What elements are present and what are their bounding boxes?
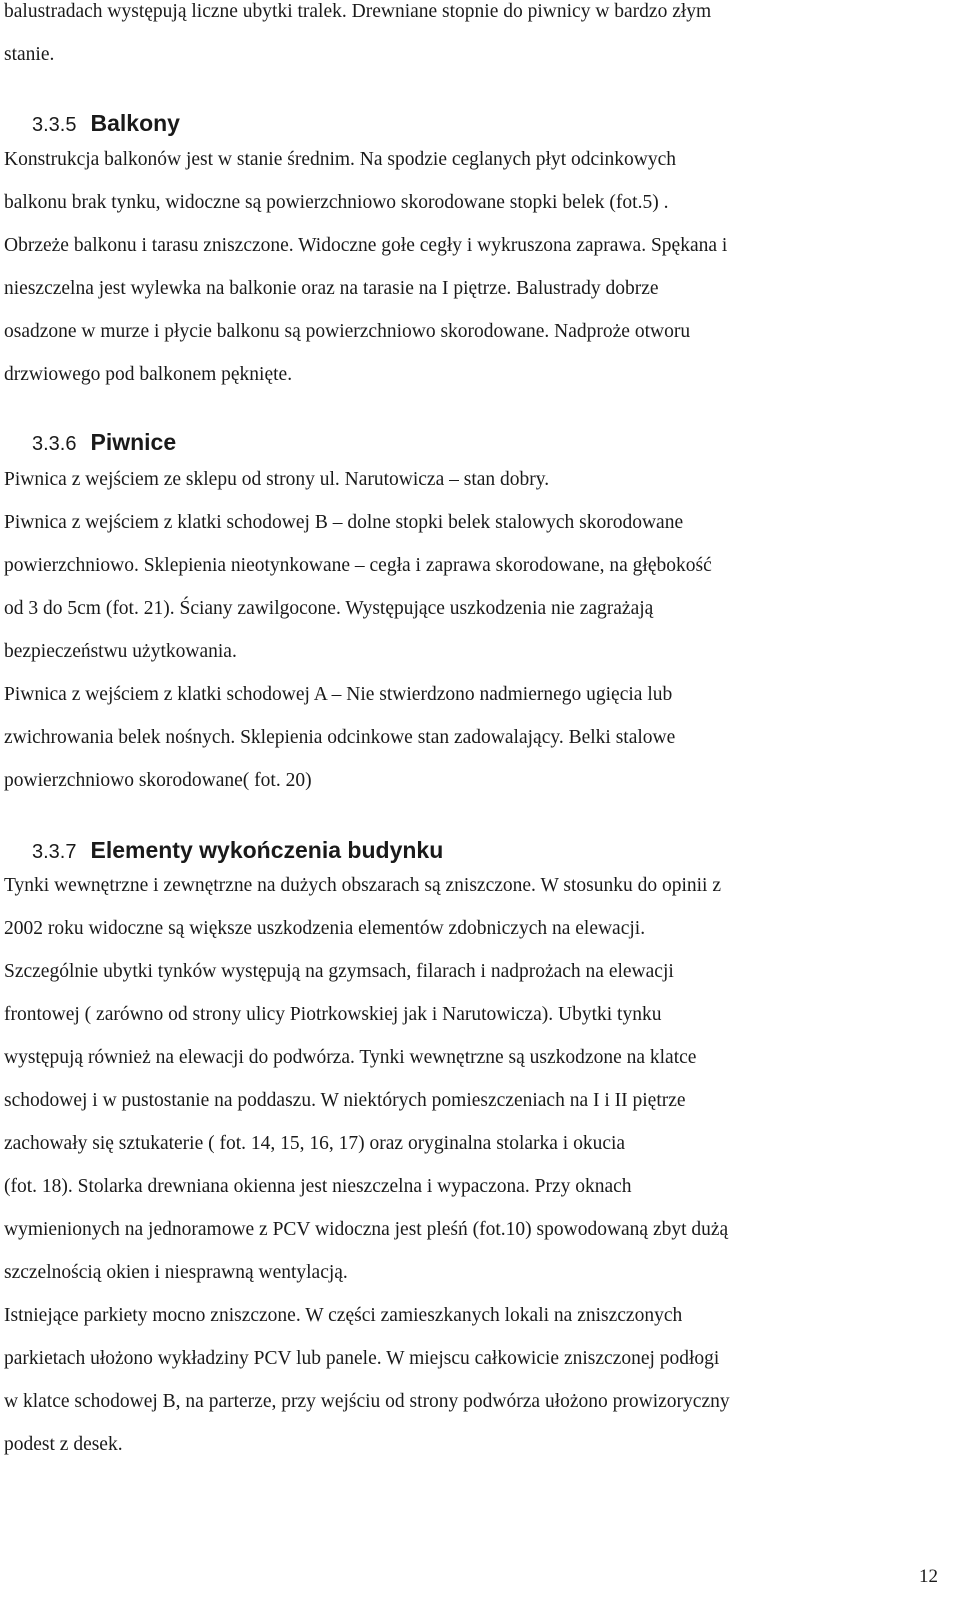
section-number: 3.3.5 — [32, 114, 77, 136]
text-line: Tynki wewnętrzne i zewnętrzne na dużych obszarach są zniszczone. W stosunku do opinii z — [4, 875, 721, 896]
text-line: osadzone w murze i płycie balkonu są powierzchniowo skorodowane. Nadproże otworu — [4, 321, 691, 342]
text-line: stanie. — [4, 44, 55, 65]
text-line: w klatce schodowej B, na parterze, przy wejściu od strony podwórza ułożono prowizoryczny — [4, 1391, 730, 1412]
section-title: Piwnice — [90, 429, 177, 455]
text-line: zwichrowania belek nośnych. Sklepienia odcinkowe stan zadowalający. Belki stalowe — [4, 727, 676, 748]
section-number: 3.3.7 — [32, 841, 77, 863]
text-line: bezpieczeństwu użytkowania. — [4, 641, 237, 662]
text-line: powierzchniowo. Sklepienia nieotynkowane – cegła i zaprawa skorodowane, na głębokość — [4, 555, 712, 576]
section-title: Elementy wykończenia budynku — [90, 837, 444, 863]
text-line: frontowej ( zarówno od strony ulicy Piotrkowskiej jak i Narutowicza). Ubytki tynku — [4, 1004, 662, 1025]
section-heading-elementy-wykonczenia — [32, 836, 443, 867]
text-line: wymienionych na jednoramowe z PCV widoczna jest pleśń (fot.10) spowodowaną zbyt dużą — [4, 1219, 729, 1240]
text-line: Piwnica z wejściem ze sklepu od strony ul. Narutowicza – stan dobry. — [4, 469, 550, 490]
text-line: Obrzeże balkonu i tarasu zniszczone. Widoczne gołe cegły i wykruszona zaprawa. Spękana i — [4, 235, 728, 256]
text-line: drzwiowego pod balkonem pęknięte. — [4, 364, 293, 385]
text-line: Piwnica z wejściem z klatki schodowej B – dolne stopki belek stalowych skorodowane — [4, 512, 684, 533]
text-line: powierzchniowo skorodowane( fot. 20) — [4, 770, 312, 791]
text-line: Piwnica z wejściem z klatki schodowej A – Nie stwierdzono nadmiernego ugięcia lub — [4, 684, 673, 705]
section-heading-balkony — [32, 109, 180, 140]
text-line: od 3 do 5cm (fot. 21). Ściany zawilgocone. Występujące uszkodzenia nie zagrażają — [4, 598, 654, 619]
section-number: 3.3.6 — [32, 433, 77, 455]
section-heading-piwnice — [32, 428, 176, 459]
text-line: Konstrukcja balkonów jest w stanie średnim. Na spodzie ceglanych płyt odcinkowych — [4, 149, 677, 170]
text-line: Istniejące parkiety mocno zniszczone. W części zamieszkanych lokali na zniszczonych — [4, 1305, 683, 1326]
page-number: 12 — [919, 1566, 938, 1587]
text-line: zachowały się sztukaterie ( fot. 14, 15, 16, 17) oraz oryginalna stolarka i okucia — [4, 1133, 626, 1154]
text-line: schodowej i w pustostanie na poddaszu. W niektórych pomieszczeniach na I i II piętrze — [4, 1090, 686, 1111]
text-line: nieszczelna jest wylewka na balkonie oraz na tarasie na I piętrze. Balustrady dobrze — [4, 278, 659, 299]
text-line: 2002 roku widoczne są większe uszkodzenia elementów zdobniczych na elewacji. — [4, 918, 646, 939]
text-line: podest z desek. — [4, 1434, 123, 1455]
text-line: występują również na elewacji do podwórza. Tynki wewnętrzne są uszkodzone na klatce — [4, 1047, 697, 1068]
text-line: szczelnością okien i niesprawną wentylacją. — [4, 1262, 348, 1283]
section-title: Balkony — [90, 110, 180, 136]
text-line: parkietach ułożono wykładziny PCV lub panele. W miejscu całkowicie zniszczonej podłogi — [4, 1348, 720, 1369]
text-line: balustradach występują liczne ubytki tralek. Drewniane stopnie do piwnicy w bardzo złym — [4, 1, 712, 22]
text-line: balkonu brak tynku, widoczne są powierzchniowo skorodowane stopki belek (fot.5) . — [4, 192, 669, 213]
text-line: (fot. 18). Stolarka drewniana okienna jest nieszczelna i wypaczona. Przy oknach — [4, 1176, 632, 1197]
text-line: Szczególnie ubytki tynków występują na gzymsach, filarach i nadprożach na elewacji — [4, 961, 674, 982]
